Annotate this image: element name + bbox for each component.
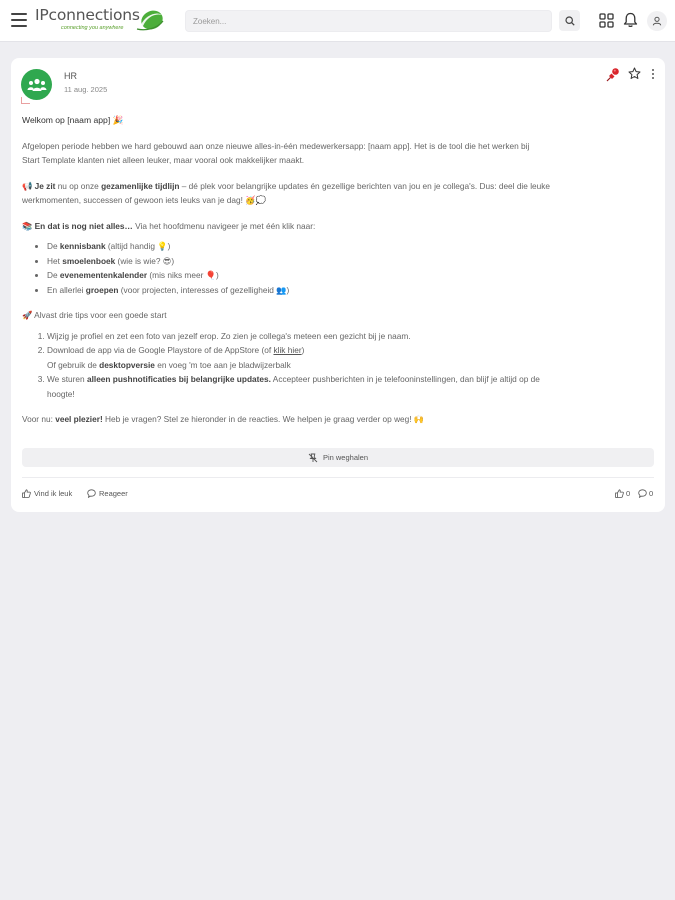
- group-icon: [27, 78, 47, 92]
- list-item: • De kennisbank (altijd handig 💡): [47, 239, 652, 254]
- apps-grid-button[interactable]: [597, 11, 615, 29]
- unpin-icon: [308, 453, 318, 463]
- tips-heading: 🚀 Alvast drie tips voor een goede start: [22, 310, 167, 320]
- post-body: [22, 113, 652, 427]
- more-paragraph: 📚 En dat is nog niet alles… Via het hoofdmenu navigeer je met één klik naar:: [22, 220, 316, 231]
- like-button[interactable]: [22, 489, 72, 498]
- search-icon: [565, 16, 575, 26]
- post-date: 11 aug. 2025: [64, 85, 108, 94]
- unpin-label: Pin weghalen: [322, 453, 369, 462]
- list-item: 2. Download de app via de Google Playstore of de AppStore (of klik hier) Of gebruik de desktopversie en voeg 'm toe aan je bladwijzerbalk: [47, 343, 652, 372]
- post-intro-cont: Start Template klanten niet alleen leuker, maar vooral ook makkelijker maakt.: [22, 155, 305, 165]
- timeline-paragraph: 📢 Je zit nu op onze gezamenlijke tijdlijn – dé plek voor belangrijke updates én gezellige berichten van jou en je collega's. Dus: deel die leuke: [22, 180, 551, 191]
- menu-icon[interactable]: [11, 13, 27, 27]
- post-card: [11, 58, 665, 512]
- bell-icon: [623, 12, 638, 28]
- reply-label: Reageer: [99, 489, 128, 498]
- menu-list: [22, 239, 652, 297]
- like-label: Vind ik leuk: [34, 489, 73, 498]
- pin-icon[interactable]: [606, 67, 621, 82]
- comment-count[interactable]: [638, 489, 653, 498]
- author-avatar[interactable]: [21, 69, 52, 100]
- logo-tagline: connecting you anywhere: [61, 25, 124, 31]
- unpin-button[interactable]: [22, 448, 654, 467]
- post-title: Welkom op [naam app] 🎉: [22, 115, 124, 125]
- logo[interactable]: [35, 6, 165, 36]
- search-input[interactable]: [185, 10, 552, 32]
- list-item: • Het smoelenboek (wie is wie? 😎): [47, 254, 652, 269]
- thumbs-up-icon: [615, 489, 624, 498]
- notifications-button[interactable]: [621, 11, 639, 29]
- click-here-link[interactable]: klik hier: [273, 345, 302, 355]
- more-options-icon[interactable]: [649, 67, 657, 81]
- apps-grid-icon: [599, 13, 614, 28]
- star-icon[interactable]: [628, 67, 641, 80]
- divider: [22, 477, 654, 478]
- timeline-paragraph-cont: werkmomenten, successen of gewoon iets leuks van je dag! 🥳💭: [22, 195, 266, 205]
- logo-text: IPconnections: [35, 6, 140, 24]
- like-count[interactable]: [615, 489, 630, 498]
- user-menu-button[interactable]: [647, 11, 667, 31]
- reply-button[interactable]: [87, 489, 128, 498]
- like-count-value: 0: [626, 489, 631, 498]
- post-intro: Afgelopen periode hebben we hard gebouwd aan onze nieuwe alles-in-één medewerkersapp: [naam app]. Het is de tool die het werken bij: [22, 140, 530, 151]
- author-name[interactable]: HR: [64, 71, 77, 81]
- comment-icon: [87, 489, 96, 498]
- user-icon: [652, 16, 662, 26]
- thumbs-up-icon: [22, 489, 31, 498]
- closing-paragraph: Voor nu: veel plezier! Heb je vragen? Stel ze hieronder in de reacties. We helpen je graag verder op weg! 🙌: [22, 414, 425, 424]
- logo-swirl-icon: [135, 7, 165, 35]
- author-badge: [21, 97, 30, 104]
- comment-icon: [638, 489, 647, 498]
- list-item: 1. Wijzig je profiel en zet een foto van jezelf erop. Zo zien je collega's meteen een gezicht bij je naam.: [47, 329, 652, 344]
- list-item: 3. We sturen alleen pushnotificaties bij belangrijke updates. Accepteer pushberichten in je telefooninstellingen, dan blijf je altijd op de hoogte!: [47, 372, 652, 401]
- comment-count-value: 0: [649, 489, 654, 498]
- list-item: • De evenementenkalender (mis niks meer 🎈): [47, 268, 652, 283]
- tips-list: [22, 329, 652, 402]
- search-button[interactable]: [559, 10, 580, 31]
- top-bar: [0, 0, 675, 42]
- list-item: • En allerlei groepen (voor projecten, interesses of gezelligheid 👥): [47, 283, 652, 298]
